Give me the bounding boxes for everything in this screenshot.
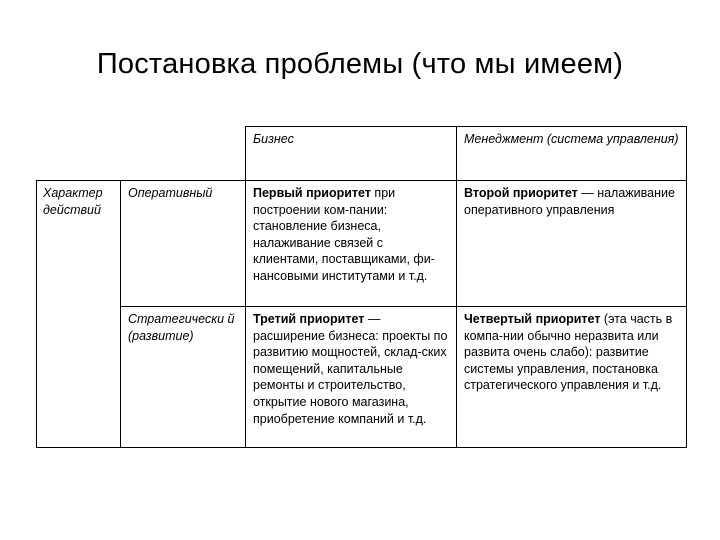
cell-first-priority	[246, 182, 456, 287]
cell-third-priority	[246, 308, 456, 429]
table-col-divider-3	[456, 126, 457, 448]
cell-fourth-priority	[457, 308, 686, 396]
table-border-right	[686, 126, 687, 448]
priority-text: — налаживание оперативного управления	[464, 186, 675, 217]
table-border-top-header	[245, 126, 686, 127]
priority-text: — расширение бизнеса: проекты по развитию мощностей, склад-ских помещений, капитальные ремонты и строительство, открытие нового магазина, приобретение компаний и т.д.	[253, 312, 448, 426]
priority-title: Четвертый приоритет	[464, 312, 601, 326]
priority-text: при построении ком-пании: становление бизнеса, налаживание связей с клиентами, поставщиками, фи-нансовыми институтами и т.д.	[253, 186, 435, 283]
table-border-top	[36, 180, 686, 181]
table-border-left	[36, 180, 37, 448]
row-label-operational: Оперативный	[128, 186, 213, 200]
table-row-divider	[120, 306, 686, 307]
row-label-strategic: Стратегически й (развитие)	[128, 312, 235, 343]
priority-title: Второй приоритет	[464, 186, 578, 200]
table-border-bottom	[36, 447, 686, 448]
priority-text: (эта часть в компа-нии обычно неразвита или развита очень слабо): развитие системы управления, постановка стратегического управления и т.д.	[464, 312, 673, 393]
slide-title: Постановка проблемы (что мы имеем)	[96, 48, 624, 80]
header-management: Менеджмент (система управления)	[464, 132, 679, 146]
priority-title: Первый приоритет	[253, 186, 371, 200]
row-group-label: Характер действий	[43, 186, 103, 217]
header-business: Бизнес	[253, 132, 294, 146]
priority-title: Третий приоритет	[253, 312, 365, 326]
cell-second-priority	[457, 182, 686, 220]
